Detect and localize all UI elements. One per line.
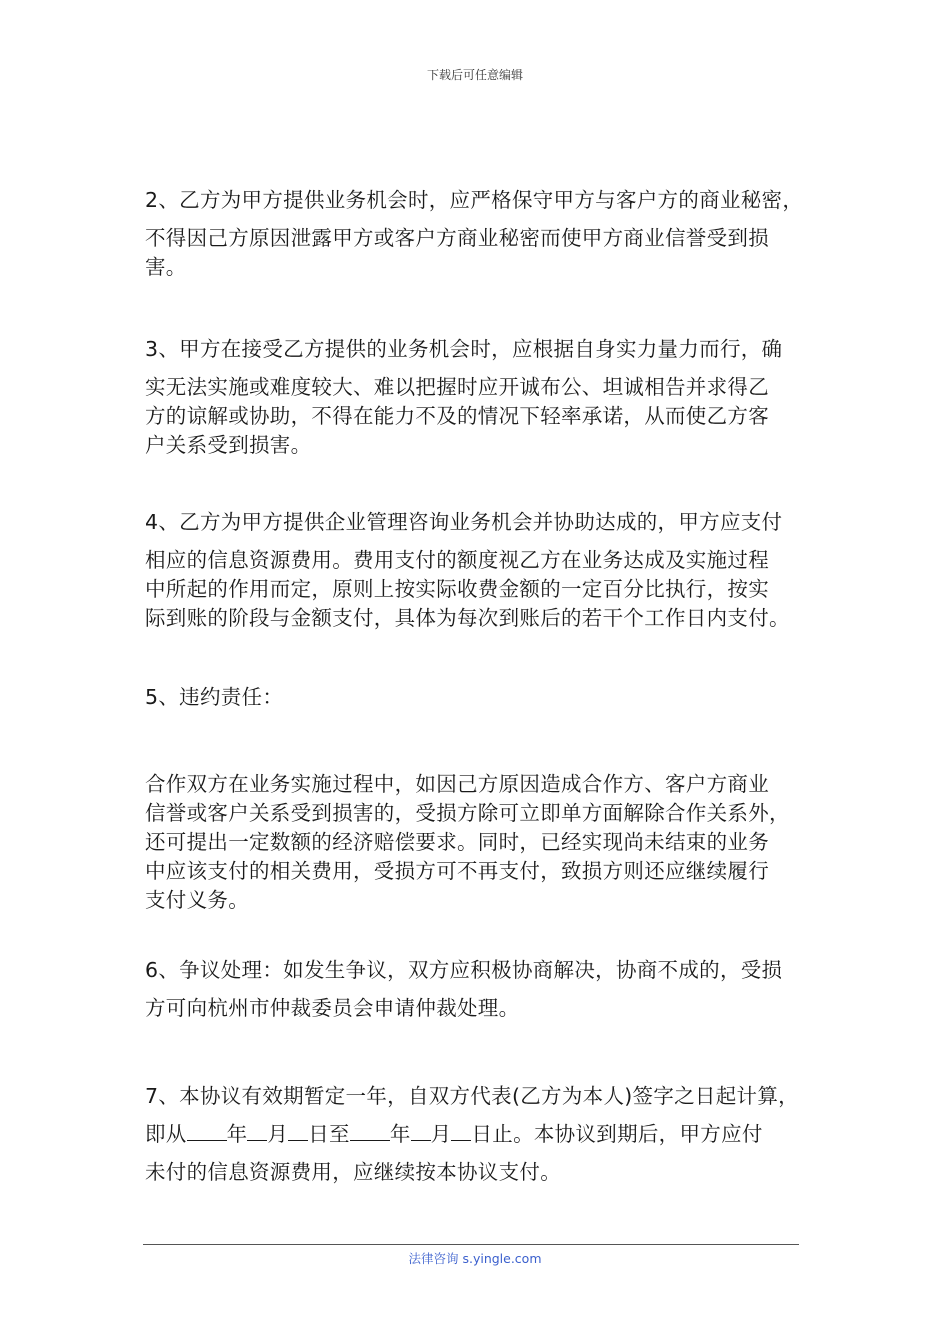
start-day-label: 日 <box>308 1122 330 1146</box>
date-end-text: 日止。本协议到期后，甲方应付 <box>471 1122 763 1146</box>
clause-5-line-1: 合作双方在业务实施过程中，如因己方原因造成合作方、客户方商业 <box>145 772 769 796</box>
clause-4 <box>145 508 815 633</box>
clause-2 <box>145 186 815 282</box>
clause-4-line-2: 相应的信息资源费用。费用支付的额度视乙方在业务达成及实施过程 <box>145 548 769 572</box>
clause-5-line-3: 还可提出一定数额的经济赔偿要求。同时，已经实现尚未结束的业务 <box>145 830 769 854</box>
clause-6-line-1: 6、争议处理：如发生争议，双方应积极协商解决，协商不成的，受损 <box>145 958 783 982</box>
start-year-label: 年 <box>226 1122 248 1146</box>
date-to: 至 <box>329 1122 350 1146</box>
clause-4-line-4: 际到账的阶段与金额支付，具体为每次到账后的若干个工作日内支付。 <box>145 606 790 630</box>
page-header: 下载后可任意编辑 <box>426 68 523 82</box>
clause-7-line-3: 未付的信息资源费用，应继续按本协议支付。 <box>145 1160 561 1184</box>
clause-7 <box>145 1082 815 1187</box>
clause-2-line-2: 不得因己方原因泄露甲方或客户方商业秘密而使甲方商业信誉受到损 <box>145 226 769 250</box>
clause-4-line-1: 4、乙方为甲方提供企业管理咨询业务机会并协助达成的，甲方应支付 <box>145 510 783 534</box>
footer-link[interactable]: 法律咨询 s.yingle.com <box>408 1251 542 1266</box>
end-day-blank[interactable] <box>451 1120 471 1141</box>
clause-5-line-4: 中应该支付的相关费用，受损方可不再支付，致损方则还应继续履行 <box>145 859 769 883</box>
start-month-blank[interactable] <box>247 1120 267 1141</box>
clause-5-title: 5、违约责任： <box>145 685 284 709</box>
clause-5-title-block <box>145 683 815 712</box>
clause-6 <box>145 956 815 1023</box>
clause-3 <box>145 335 815 460</box>
clause-3-line-4: 户关系受到损害。 <box>145 433 312 457</box>
clause-3-line-3: 方的谅解或协助，不得在能力不及的情况下轻率承诺，从而使乙方客 <box>145 404 769 428</box>
start-day-blank[interactable] <box>288 1120 308 1141</box>
clause-5-line-5: 支付义务。 <box>145 888 249 912</box>
clause-3-line-1: 3、甲方在接受乙方提供的业务机会时，应根据自身实力量力而行，确 <box>145 337 783 361</box>
end-month-blank[interactable] <box>411 1120 431 1141</box>
end-year-blank[interactable] <box>350 1120 390 1141</box>
clause-5-body <box>145 770 815 915</box>
clause-5-line-2: 信誉或客户关系受到损害的，受损方除可立即单方面解除合作关系外， <box>145 801 790 825</box>
start-month-label: 月 <box>267 1122 289 1146</box>
start-year-blank[interactable] <box>187 1120 227 1141</box>
end-month-label: 月 <box>430 1122 452 1146</box>
clause-4-line-3: 中所起的作用而定，原则上按实际收费金额的一定百分比执行，按实 <box>145 577 769 601</box>
clause-2-line-3: 害。 <box>145 255 187 279</box>
clause-6-line-2: 方可向杭州市仲裁委员会申请仲裁处理。 <box>145 996 520 1020</box>
clause-3-line-2: 实无法实施或难度较大、难以把握时应开诚布公、坦诚相告并求得乙 <box>145 375 769 399</box>
clause-7-line-1: 7、本协议有效期暂定一年，自双方代表(乙方为本人)签字之日起计算， <box>145 1084 799 1108</box>
date-prefix: 即从 <box>145 1122 187 1146</box>
footer-divider <box>143 1244 799 1245</box>
clause-7-line-2 <box>145 1120 815 1149</box>
end-year-label: 年 <box>389 1122 411 1146</box>
clause-2-line-1: 2、乙方为甲方提供业务机会时，应严格保守甲方与客户方的商业秘密， <box>145 188 804 212</box>
